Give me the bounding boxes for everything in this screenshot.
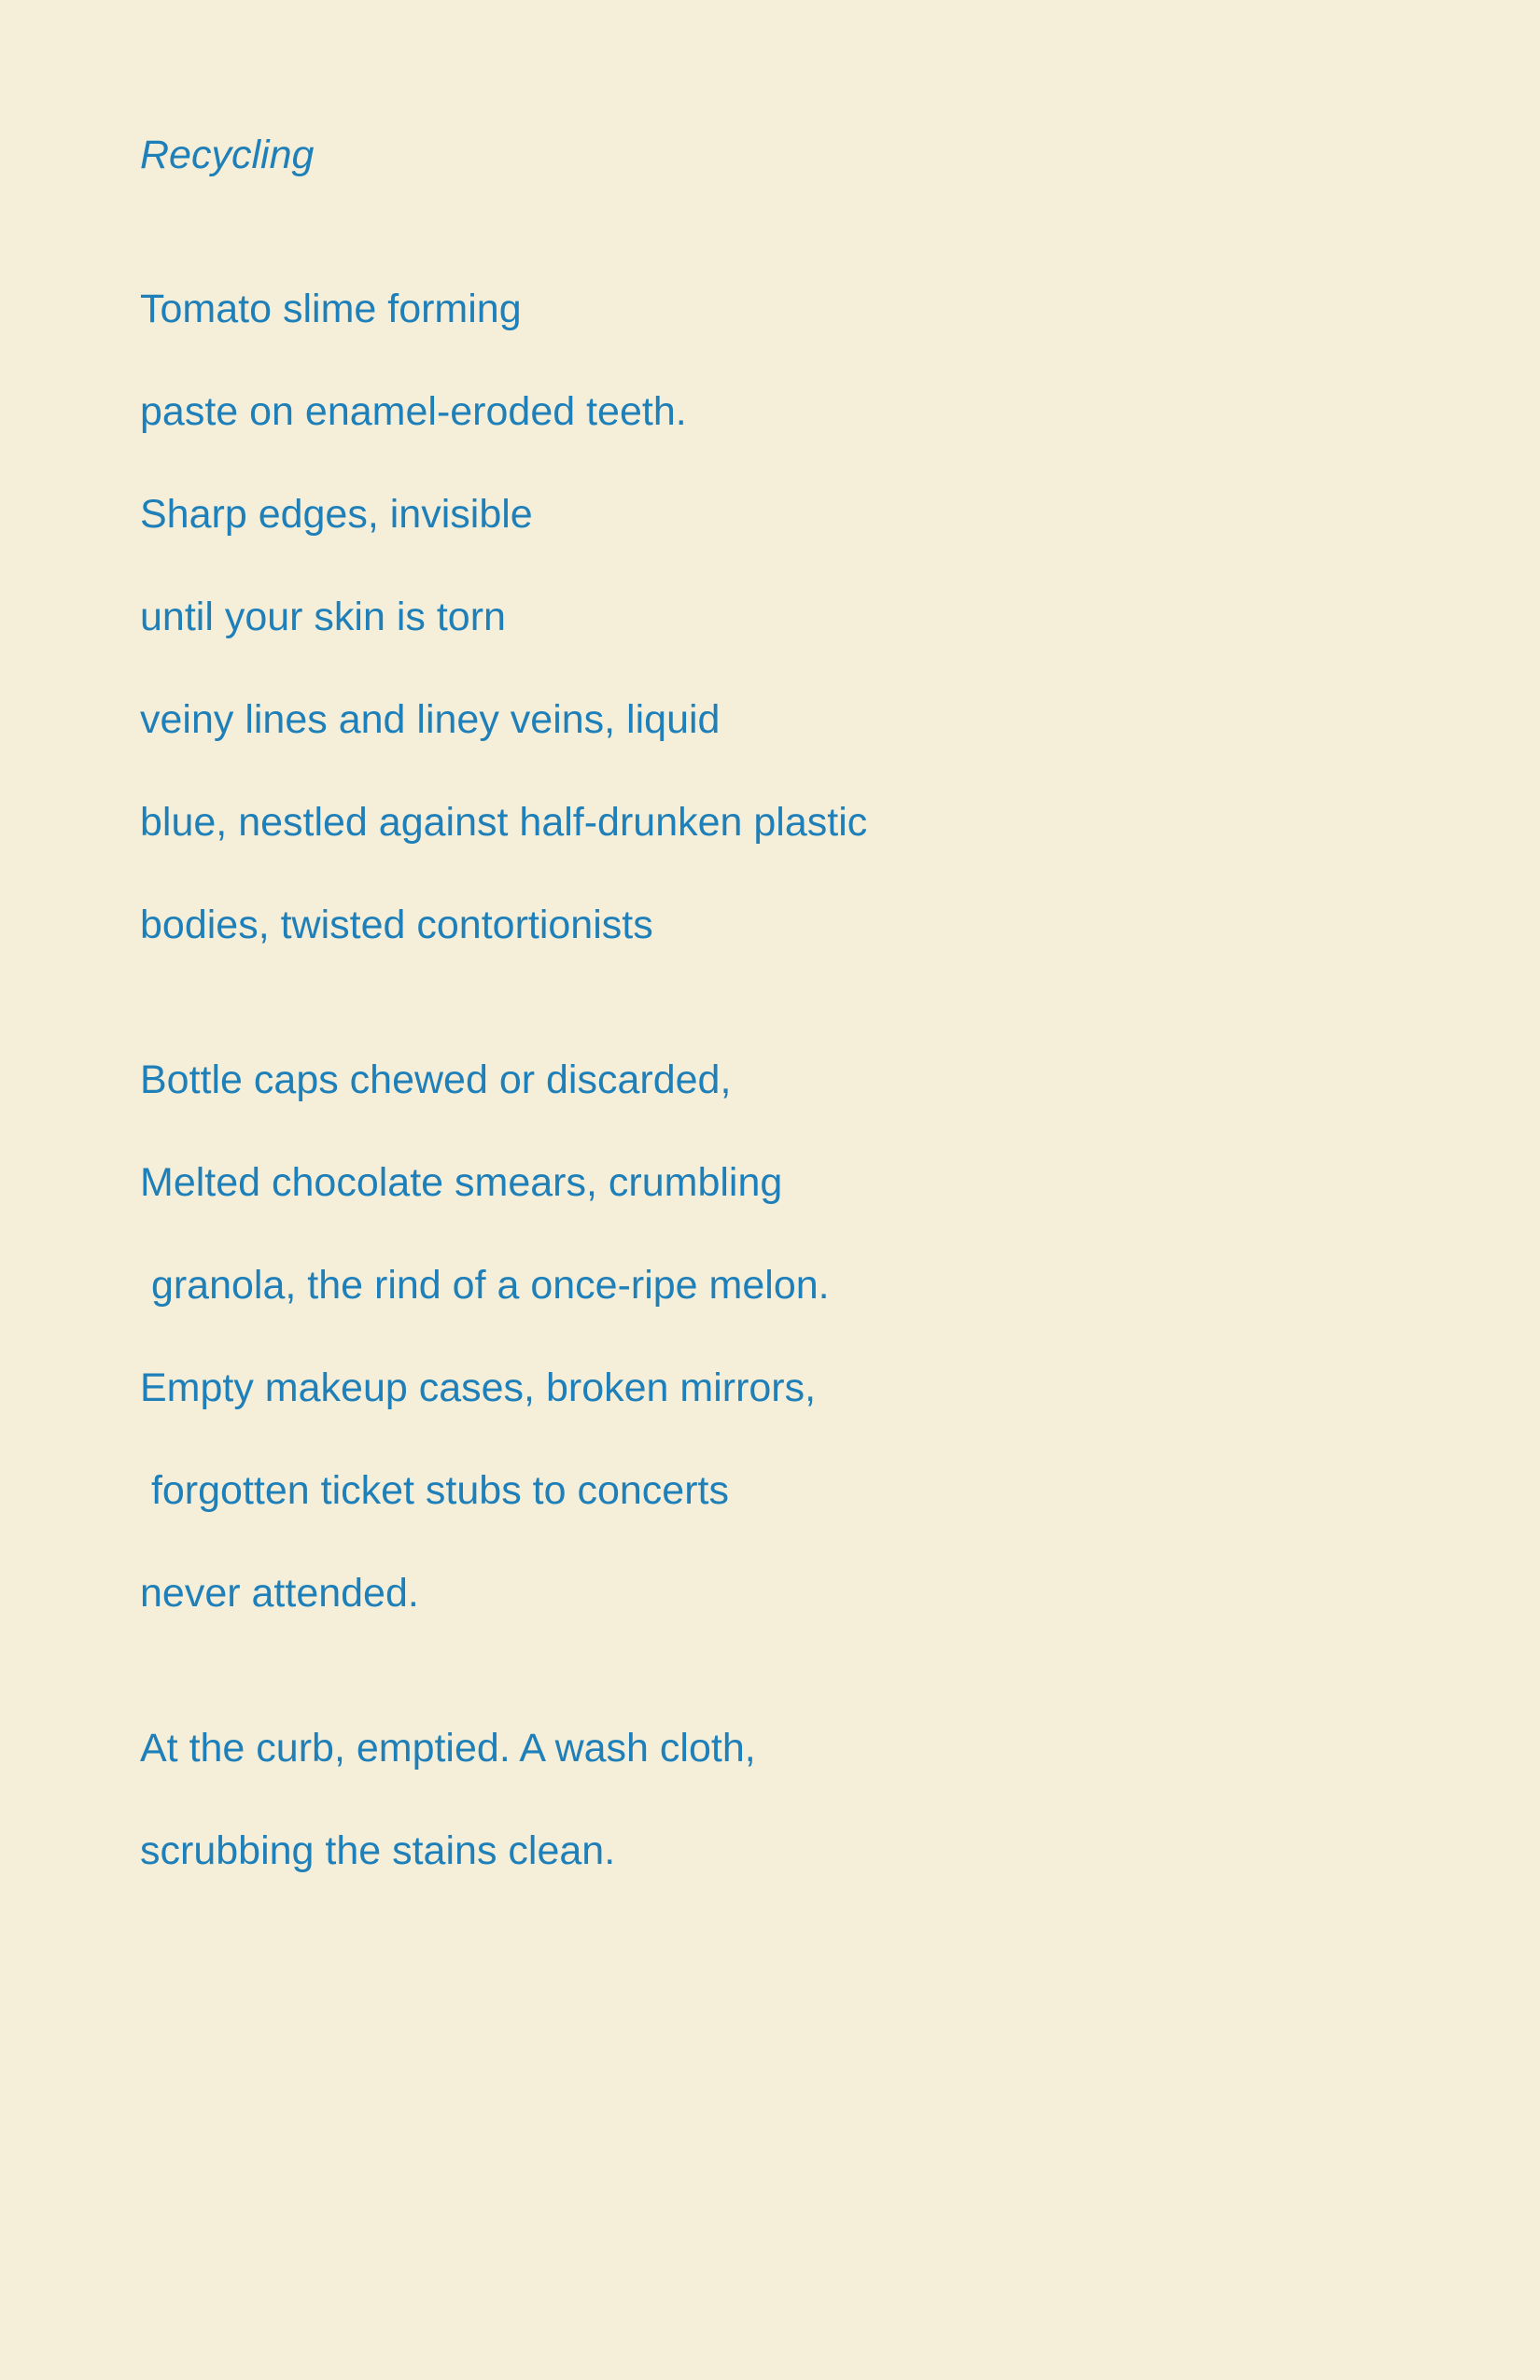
stanza-2-line-3: granola, the rind of a once-ripe melon. bbox=[140, 1263, 830, 1308]
stanza-2-line-1: Bottle caps chewed or discarded, bbox=[140, 1057, 732, 1102]
stanza-3-line-1: At the curb, emptied. A wash cloth, bbox=[140, 1726, 756, 1771]
poem-title: Recycling bbox=[140, 133, 315, 177]
stanza-1-line-1: Tomato slime forming bbox=[140, 287, 522, 331]
stanza-2-line-2: Melted chocolate smears, crumbling bbox=[140, 1160, 783, 1205]
stanza-3-line-2: scrubbing the stains clean. bbox=[140, 1828, 616, 1873]
stanza-1-line-7: bodies, twisted contortionists bbox=[140, 903, 653, 947]
stanza-2-line-5: forgotten ticket stubs to concerts bbox=[140, 1468, 729, 1513]
stanza-1-line-6: blue, nestled against half-drunken plastic bbox=[140, 800, 868, 845]
stanza-1-line-3: Sharp edges, invisible bbox=[140, 492, 533, 537]
stanza-2-line-6: never attended. bbox=[140, 1571, 419, 1616]
stanza-1-line-2: paste on enamel-eroded teeth. bbox=[140, 389, 687, 434]
stanza-1-line-4: until your skin is torn bbox=[140, 595, 506, 639]
stanza-2-line-4: Empty makeup cases, broken mirrors, bbox=[140, 1365, 817, 1410]
stanza-1-line-5: veiny lines and liney veins, liquid bbox=[140, 697, 721, 742]
